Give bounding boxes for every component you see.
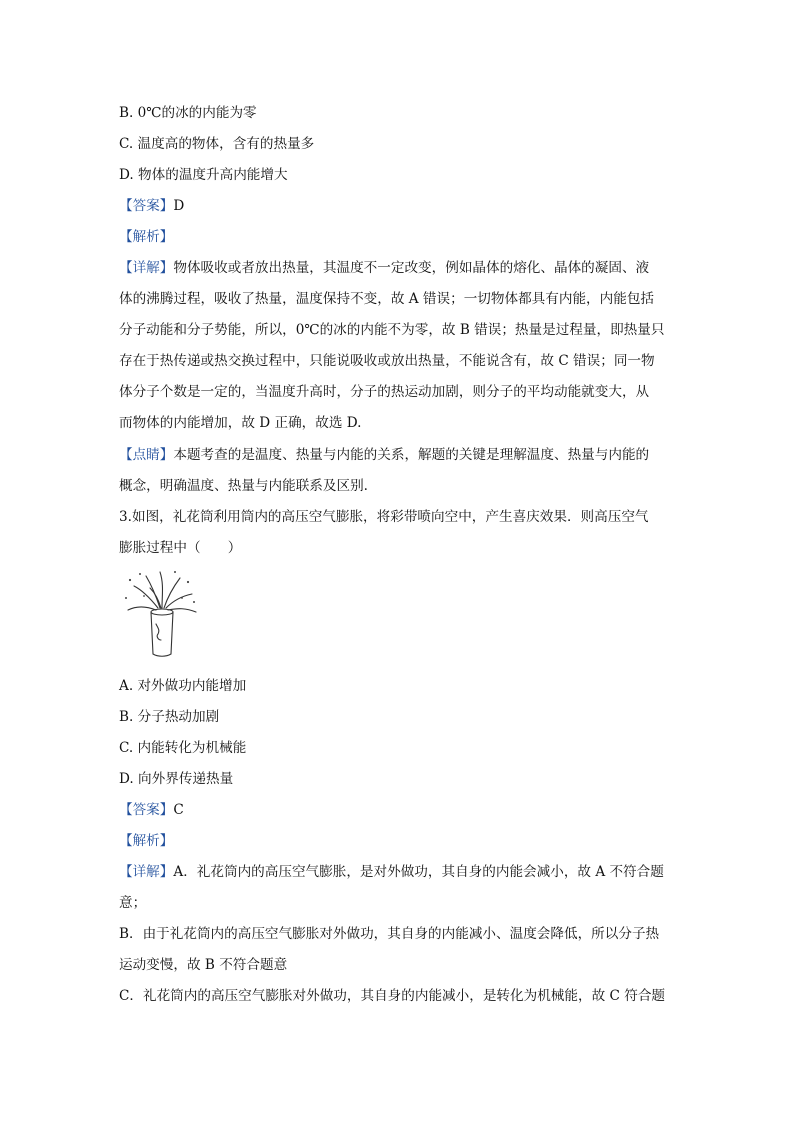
q3-detail-line: C．礼花筒内的高压空气膨胀对外做功，其自身的内能减小，是转化为机械能，故 C 符合题 <box>119 988 666 1004</box>
q2-detail-line <box>119 259 649 277</box>
q3-analysis-tag <box>119 832 173 850</box>
answer-tag: 【答案】 <box>119 198 174 214</box>
party-popper-figure <box>120 568 202 660</box>
q3-answer-line <box>119 801 184 819</box>
q3-detail-line <box>119 863 664 881</box>
detail-tag: 【详解】 <box>119 864 174 880</box>
q2-detail-line: 分子动能和分子势能，所以，0℃的冰的内能不为零，故 B 错误；热量是过程量，即热量只 <box>119 322 665 338</box>
q3-detail-line: 意； <box>119 895 147 911</box>
q3-option-b: B. 分子热动加剧 <box>119 709 220 725</box>
q2-detail-line: 而物体的内能增加，故 D 正确，故选 D. <box>119 415 362 431</box>
q3-detail-line: B．由于礼花筒内的高压空气膨胀对外做功，其自身的内能减小、温度会降低，所以分子热 <box>119 926 660 942</box>
q2-answer-line <box>119 197 184 215</box>
q2-comment-line: 概念，明确温度、热量与内能联系及区别. <box>119 478 369 494</box>
q2-option-d: D. 物体的温度升高内能增大 <box>119 167 288 183</box>
answer-tag: 【答案】 <box>119 802 174 818</box>
q2-detail-line: 体分子个数是一定的，当温度升高时，分子的热运动加剧，则分子的平均动能就变大，从 <box>119 384 650 400</box>
comment-tag: 【点睛】 <box>119 447 174 463</box>
q3-option-d: D. 向外界传递热量 <box>119 771 234 787</box>
detail-text: A．礼花筒内的高压空气膨胀，是对外做功，其自身的内能会减小，故 A 不符合题 <box>173 864 664 880</box>
answer-value: D <box>173 198 185 214</box>
analysis-tag: 【解析】 <box>119 229 174 245</box>
q3-option-c: C. 内能转化为机械能 <box>119 740 247 756</box>
q3-option-a: A. 对外做功内能增加 <box>119 678 247 694</box>
q3-detail-line: 运动变慢，故 B 不符合题意 <box>119 957 288 973</box>
q3-stem-line: 膨胀过程中（ ） <box>119 540 242 556</box>
answer-value: C <box>173 802 184 818</box>
q2-comment-line <box>119 446 649 464</box>
analysis-tag: 【解析】 <box>119 833 174 849</box>
detail-tag: 【详解】 <box>119 260 174 276</box>
detail-text: 物体吸收或者放出热量，其温度不一定改变，例如晶体的熔化、晶体的凝固、液 <box>173 260 650 276</box>
q2-analysis-tag <box>119 228 173 246</box>
q2-detail-line: 体的沸腾过程，吸收了热量，温度保持不变，故 A 错误；一切物体都具有内能，内能包括 <box>119 291 655 307</box>
comment-text: 本题考查的是温度、热量与内能的关系，解题的关键是理解温度、热量与内能的 <box>173 447 650 463</box>
q2-option-c: C. 温度高的物体，含有的热量多 <box>119 136 315 152</box>
q2-detail-line: 存在于热传递或热交换过程中，只能说吸收或放出热量，不能说含有，故 C 错误；同一物 <box>119 353 655 369</box>
q2-option-b: B. 0℃的冰的内能为零 <box>119 105 257 121</box>
q3-stem-line: 3.如图，礼花筒利用筒内的高压空气膨胀，将彩带喷向空中，产生喜庆效果．则高压空气 <box>119 509 649 525</box>
